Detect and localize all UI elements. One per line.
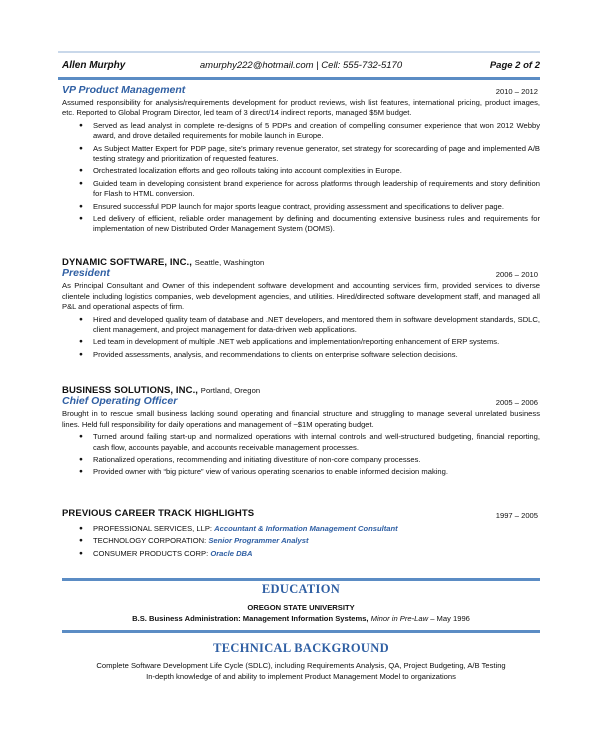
list-item: ● Guided team in developing consistent brand experience for across platforms through leadership of requirements and story definition for Flash to HTML conversion. — [93, 179, 540, 200]
degree-line — [62, 614, 540, 624]
vp-section — [62, 85, 540, 237]
page-header — [62, 60, 540, 76]
list-item: ● Orchestrated localization efforts and geo rollouts taking into account complexities in Europe. — [93, 166, 540, 176]
company-label: BUSINESS SOLUTIONS, INC., — [62, 385, 199, 396]
previous-roles-list — [62, 524, 540, 559]
list-item: ● Ensured successful PDP launch for major sports league contract, providing assessment and specifications to deliver page. — [93, 202, 540, 212]
previous-role: Senior Programmer Analyst — [208, 536, 309, 546]
business-section — [62, 386, 540, 480]
list-item — [93, 524, 540, 534]
list-item: ● Provided owner with “big picture” view of various operating scenarios to enable informed decision making. — [93, 467, 540, 477]
job-dates: 2005 – 2006 — [495, 398, 538, 408]
job-summary: Assumed responsibility for analysis/requirements development for product reviews, wish list features, international pricing, product images, etc. Reported to Global Program Director, led team of 3 direct/14 indirect reports, managed $5M budget. — [62, 98, 540, 118]
technical-heading: TECHNICAL BACKGROUND — [213, 641, 389, 655]
school-name: OREGON STATE UNIVERSITY — [247, 603, 355, 612]
minor: Minor in Pre-Law — [370, 614, 429, 623]
job-dates: 2010 – 2012 — [495, 87, 538, 96]
candidate-name: Allen Murphy — [62, 60, 126, 71]
achievement-list — [62, 432, 540, 478]
job-title: Chief Operating Officer — [62, 395, 178, 408]
company-location: Portland, Oregon — [200, 386, 261, 395]
previous-org: PROFESSIONAL SERVICES, LLP: — [93, 524, 213, 533]
education-heading: EDUCATION — [261, 582, 341, 596]
header-divider — [58, 77, 540, 80]
company-location: Seattle, Washington — [194, 258, 265, 267]
company-name — [62, 258, 540, 268]
list-item: ● Led team in development of multiple .NET web applications and implementation/reporting enhancement of ERP systems. — [93, 337, 540, 347]
list-item: ● Provided assessments, analysis, and recommendations to clients on enterprise software selection decisions. — [93, 350, 540, 360]
list-item: ● As Subject Matter Expert for PDP page, site’s primary revenue generator, set strategy for scorecarding of page and implemented A/B testing strategy and prioritization of requested features. — [93, 144, 540, 165]
contact-info: amurphy222@hotmail.com | Cell: 555-732-5170 — [199, 60, 403, 71]
technical-line-1: Complete Software Development Life Cycle (SDLC), including Requirements Analysis, QA, Project Budgeting, A/B Testing — [96, 661, 506, 670]
education-divider-bottom — [62, 630, 540, 633]
job-summary: As Principal Consultant and Owner of this independent software development and accounting services firm, provided services to diverse clientele including logistics companies, web development agencies, and utilities. Hired/directed software development staff, and managed all P&L and operational aspects of firm. — [62, 281, 540, 312]
job-dates: 2006 – 2010 — [495, 270, 538, 280]
graduation-date: – May 1996 — [430, 614, 470, 623]
list-item: ● Rationalized operations, recommending and initiating divestiture of non-core company processes. — [93, 455, 540, 465]
list-item: ● Hired and developed quality team of database and .NET developers, and mentored them in software development standards, SDLC, client management, and project management for data-driven web applications. — [93, 315, 540, 336]
previous-role: Oracle DBA — [210, 548, 253, 558]
previous-role: Accountant & Information Management Consultant — [214, 524, 398, 533]
job-title: VP Product Management — [62, 84, 186, 96]
top-divider — [58, 51, 540, 53]
achievement-list — [62, 121, 540, 235]
company-label: DYNAMIC SOFTWARE, INC., — [62, 257, 193, 268]
degree: B.S. Business Administration: Management Information Systems, — [132, 614, 369, 623]
page-number: Page 2 of 2 — [489, 60, 540, 71]
previous-career-section — [62, 509, 540, 561]
education-divider-top — [62, 578, 540, 581]
job-title: President — [62, 267, 110, 280]
dynamic-section — [62, 258, 540, 362]
previous-org: TECHNOLOGY CORPORATION: — [93, 536, 207, 546]
section-heading: PREVIOUS CAREER TRACK HIGHLIGHTS — [62, 508, 255, 519]
list-item: ● Led delivery of efficient, reliable order management by defining and documenting extensive business rules and requirements for implementation of new Distributed Order Management System (DOMS). — [93, 214, 540, 235]
technical-line-2: In-depth knowledge of and ability to implement Product Management Model to organizations — [146, 672, 456, 681]
list-item — [93, 536, 540, 546]
previous-org: CONSUMER PRODUCTS CORP: — [93, 548, 209, 558]
achievement-list — [62, 315, 540, 361]
list-item: ● Turned around failing start-up and normalized operations with internal controls and well-structured budgeting, financial reporting, cash flow, accounts payable, and accounts receivable management processes. — [93, 432, 540, 453]
list-item — [93, 549, 540, 559]
job-summary: Brought in to rescue small business lacking sound operating and financial structure and struggling to manage several unrelated business lines. Held full responsibility for daily operations and management of ~$1M operating budget. — [62, 409, 540, 429]
previous-dates: 1997 – 2005 — [495, 511, 538, 520]
list-item: ● Served as lead analyst in complete re-designs of 5 PDPs and creation of compelling consumer experience that won 2012 Webby award, and drove detailed requirements for mobile launch in Europe. — [93, 121, 540, 142]
